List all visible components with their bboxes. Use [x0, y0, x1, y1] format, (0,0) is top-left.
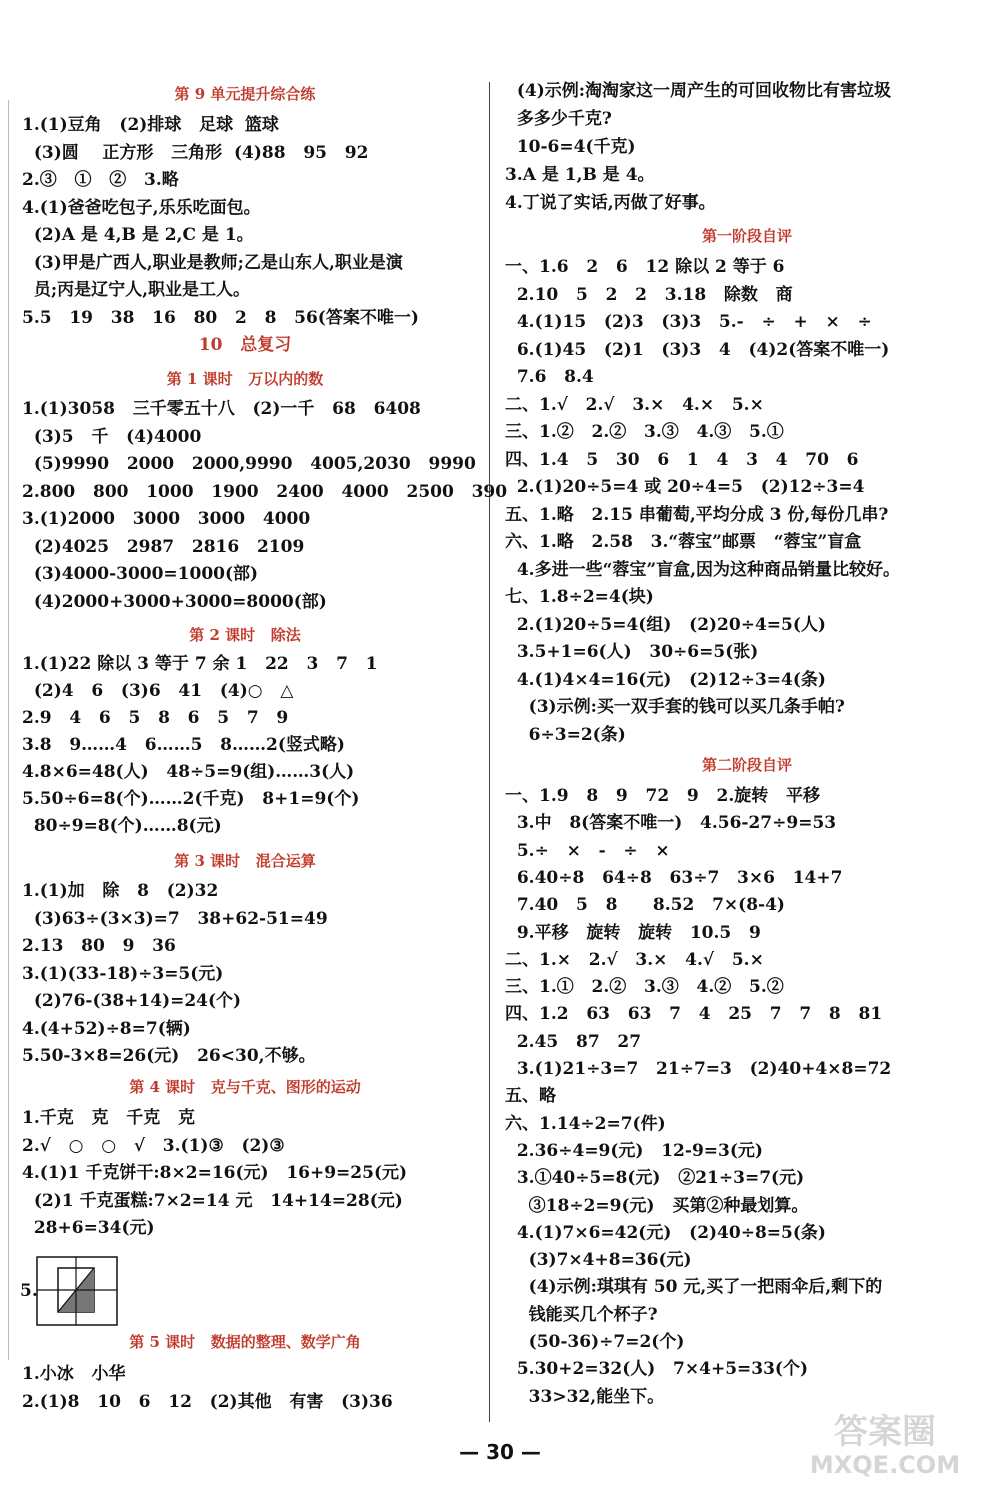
heading-review: 10 总复习 — [198, 335, 292, 355]
answer-line: 5.5 19 38 16 80 2 8 56(答案不唯一) — [22, 307, 419, 328]
answer-line: 三、1.② 2.② 3.③ 4.③ 5.① — [505, 422, 784, 442]
answer-line: 3.A 是 1,B 是 4。 — [505, 165, 655, 185]
answer-line: 4.丁说了实话,丙做了好事。 — [505, 193, 716, 213]
answer-line: (5)9990 2000 2000,9990 4005,2030 9990 — [22, 454, 476, 474]
answer-line: 3.(1)2000 3000 3000 4000 — [22, 509, 311, 529]
answer-line: 7.40 5 8 8.52 7×(8-4) — [505, 895, 785, 916]
answer-line: (3)示例:买一双手套的钱可以买几条手帕? — [505, 697, 845, 717]
answer-line: 80÷9=8(个)……8(元) — [22, 816, 222, 836]
answer-line: (3)63÷(3×3)=7 38+62-51=49 — [22, 908, 328, 929]
answer-line: 2.(1)8 10 6 12 (2)其他 有害 (3)36 — [22, 1392, 393, 1412]
answer-line: (3)5 千 (4)4000 — [22, 426, 202, 447]
answer-line: 1.千克 克 千克 克 — [22, 1108, 196, 1128]
answer-line: (3)4000-3000=1000(部) — [22, 564, 259, 584]
answer-line: 七、1.8÷2=4(块) — [505, 587, 654, 607]
margin-rule — [8, 100, 9, 1360]
answer-line: (50-36)÷7=2(个) — [505, 1332, 685, 1352]
answer-line: 四、1.2 63 63 7 4 25 7 7 8 81 — [505, 1004, 883, 1025]
answer-line: (4)示例:淘淘家这一周产生的可回收物比有害垃圾 — [505, 81, 892, 101]
answer-line: 6.(1)45 (2)1 (3)3 4 (4)2(答案不唯一) — [505, 339, 890, 360]
answer-line: 2.9 4 6 5 8 6 5 7 9 — [22, 708, 289, 728]
answer-line: 6÷3=2(条) — [505, 724, 626, 745]
answer-line: 5.50÷6=8(个)……2(千克) 8+1=9(个) — [22, 789, 360, 809]
answer-line: 10-6=4(千克) — [505, 137, 636, 157]
svg-text:MXQE.COM: MXQE.COM — [809, 1451, 961, 1479]
heading-stage1: 第一阶段自评 — [701, 227, 792, 245]
answer-line: 钱能买几个杯子? — [505, 1304, 658, 1325]
answer-line: (3)甲是广西人,职业是教师;乙是山东人,职业是演 — [22, 252, 403, 273]
answer-line: 五、1.略 2.15 串葡萄,平均分成 3 份,每份几串? — [505, 504, 889, 525]
answer-line: 一、1.9 8 9 72 9 2.旋转 平移 — [505, 786, 820, 806]
answer-line: 三、1.① 2.② 3.③ 4.② 5.② — [505, 977, 784, 998]
answer-line: 4.8×6=48(人) 48÷5=9(组)……3(人) — [22, 762, 355, 782]
answer-line: ③18÷2=9(元) 买第②种最划算。 — [505, 1195, 809, 1216]
answer-line: (2)4 6 (3)6 41 (4)○ △ — [22, 681, 294, 701]
shape-figure — [36, 1256, 118, 1326]
answer-line: 4.(1)15 (2)3 (3)3 5.- ÷ + × ÷ — [505, 312, 872, 332]
heading-lesson1: 第 1 课时 万以内的数 — [166, 370, 324, 388]
answer-line: (2)A 是 4,B 是 2,C 是 1。 — [22, 225, 254, 245]
answer-line: 4.多进一些“蓉宝”盲盒,因为这种商品销量比较好。 — [505, 559, 901, 580]
answer-line: 2.45 87 27 — [505, 1031, 642, 1052]
heading-lesson2: 第 2 课时 除法 — [189, 626, 301, 644]
answer-line: 4.(4+52)÷8=7(辆) — [22, 1018, 191, 1039]
answer-line: 1.(1)豆角 (2)排球 足球 篮球 — [22, 115, 279, 135]
answer-line: 3.①40÷5=8(元) ②21÷3=7(元) — [505, 1168, 805, 1189]
heading-lesson5: 第 5 课时 数据的整理、数学广角 — [129, 1333, 361, 1351]
answer-line: (4)2000+3000+3000=8000(部) — [22, 591, 327, 612]
answer-line: 一、1.6 2 6 12 除以 2 等于 6 — [505, 257, 785, 277]
answer-line: 2.10 5 2 2 3.18 除数 商 — [505, 284, 793, 305]
heading-unit9: 第 9 单元提升综合练 — [174, 85, 316, 103]
answer-line: 六、1.14÷2=7(件) — [505, 1113, 666, 1134]
answer-line: (3)圆 正方形 三角形 (4)88 95 92 — [22, 142, 369, 163]
answer-line: (2)76-(38+14)=24(个) — [22, 991, 242, 1011]
answer-line: 4.(1)7×6=42(元) (2)40÷8=5(条) — [505, 1222, 826, 1243]
answer-line: 9.平移 旋转 旋转 10.5 9 — [505, 922, 761, 943]
answer-line: 5.30+2=32(人) 7×4+5=33(个) — [505, 1359, 809, 1380]
answer-line: 2.(1)20÷5=4 或 20÷4=5 (2)12÷3=4 — [505, 477, 865, 497]
answer-line: 2.800 800 1000 1900 2400 4000 2500 390 — [22, 481, 508, 502]
answer-line: 6.40÷8 64÷8 63÷7 3×6 14+7 — [505, 867, 843, 888]
answer-line: 1.(1)3058 三千零五十八 (2)一千 68 6408 — [22, 399, 421, 419]
answer-line: (2)1 千克蛋糕:7×2=14 元 14+14=28(元) — [22, 1190, 403, 1211]
answer-line: (4)示例:琪琪有 50 元,买了一把雨伞后,剩下的 — [505, 1277, 883, 1298]
answer-line: (2)4025 2987 2816 2109 — [22, 536, 305, 557]
heading-lesson3: 第 3 课时 混合运算 — [174, 852, 316, 870]
answer-line: 5.50-3×8=26(元) 26<30,不够。 — [22, 1046, 316, 1066]
answer-line: 5.÷ × - ÷ × — [505, 840, 670, 861]
answer-line: 2.③ ① ② 3.略 — [22, 170, 179, 190]
heading-lesson4: 第 4 课时 克与千克、图形的运动 — [129, 1078, 361, 1096]
page-number: — 30 — — [459, 1440, 541, 1464]
answer-line: 28+6=34(元) — [22, 1218, 155, 1238]
answer-line: 1.(1)22 除以 3 等于 7 余 1 22 3 7 1 — [22, 654, 378, 674]
answer-line: 2.36÷4=9(元) 12-9=3(元) — [505, 1140, 763, 1161]
answer-line: 二、1.√ 2.√ 3.× 4.× 5.× — [505, 394, 764, 415]
answer-line: 3.5+1=6(人) 30÷6=5(张) — [505, 642, 759, 662]
answer-line: 多多少千克? — [505, 109, 612, 129]
answer-line: 7.6 8.4 — [505, 367, 594, 387]
column-divider — [489, 82, 490, 1422]
figure-label: 5. — [20, 1281, 38, 1301]
answer-line: 2.(1)20÷5=4(组) (2)20÷4=5(人) — [505, 614, 826, 635]
answer-line: 3.中 8(答案不唯一) 4.56-27÷9=53 — [505, 813, 837, 834]
answer-line: 六、1.略 2.58 3.“蓉宝”邮票 “蓉宝”盲盒 — [505, 532, 862, 552]
answer-line: 1.(1)加 除 8 (2)32 — [22, 881, 219, 901]
answer-line: 3.8 9……4 6……5 8……2(竖式略) — [22, 735, 345, 755]
answer-line: 四、1.4 5 30 6 1 4 3 4 70 6 — [505, 449, 859, 470]
answer-line: 五、略 — [505, 1086, 556, 1107]
watermark-logo — [780, 1405, 990, 1480]
answer-line: 2.√ ○ ○ √ 3.(1)③ (2)③ — [22, 1135, 285, 1156]
answer-line: 3.(1)(33-18)÷3=5(元) — [22, 963, 224, 984]
heading-stage2: 第二阶段自评 — [701, 756, 792, 774]
answer-line: 员;丙是辽宁人,职业是工人。 — [22, 280, 251, 300]
answer-line: 1.小冰 小华 — [22, 1364, 126, 1384]
answer-line: 3.(1)21÷3=7 21÷7=3 (2)40+4×8=72 — [505, 1059, 892, 1079]
answer-line: 33>32,能坐下。 — [505, 1386, 665, 1407]
answer-line: 4.(1)1 千克饼干:8×2=16(元) 16+9=25(元) — [22, 1163, 408, 1183]
answer-line: 2.13 80 9 36 — [22, 936, 176, 956]
answer-line: 4.(1)4×4=16(元) (2)12÷3=4(条) — [505, 669, 826, 690]
answer-line: 二、1.× 2.√ 3.× 4.√ 5.× — [505, 949, 764, 970]
answer-line: 4.(1)爸爸吃包子,乐乐吃面包。 — [22, 197, 261, 218]
svg-text:答案圈: 答案圈 — [834, 1412, 936, 1452]
answer-line: (3)7×4+8=36(元) — [505, 1250, 692, 1271]
